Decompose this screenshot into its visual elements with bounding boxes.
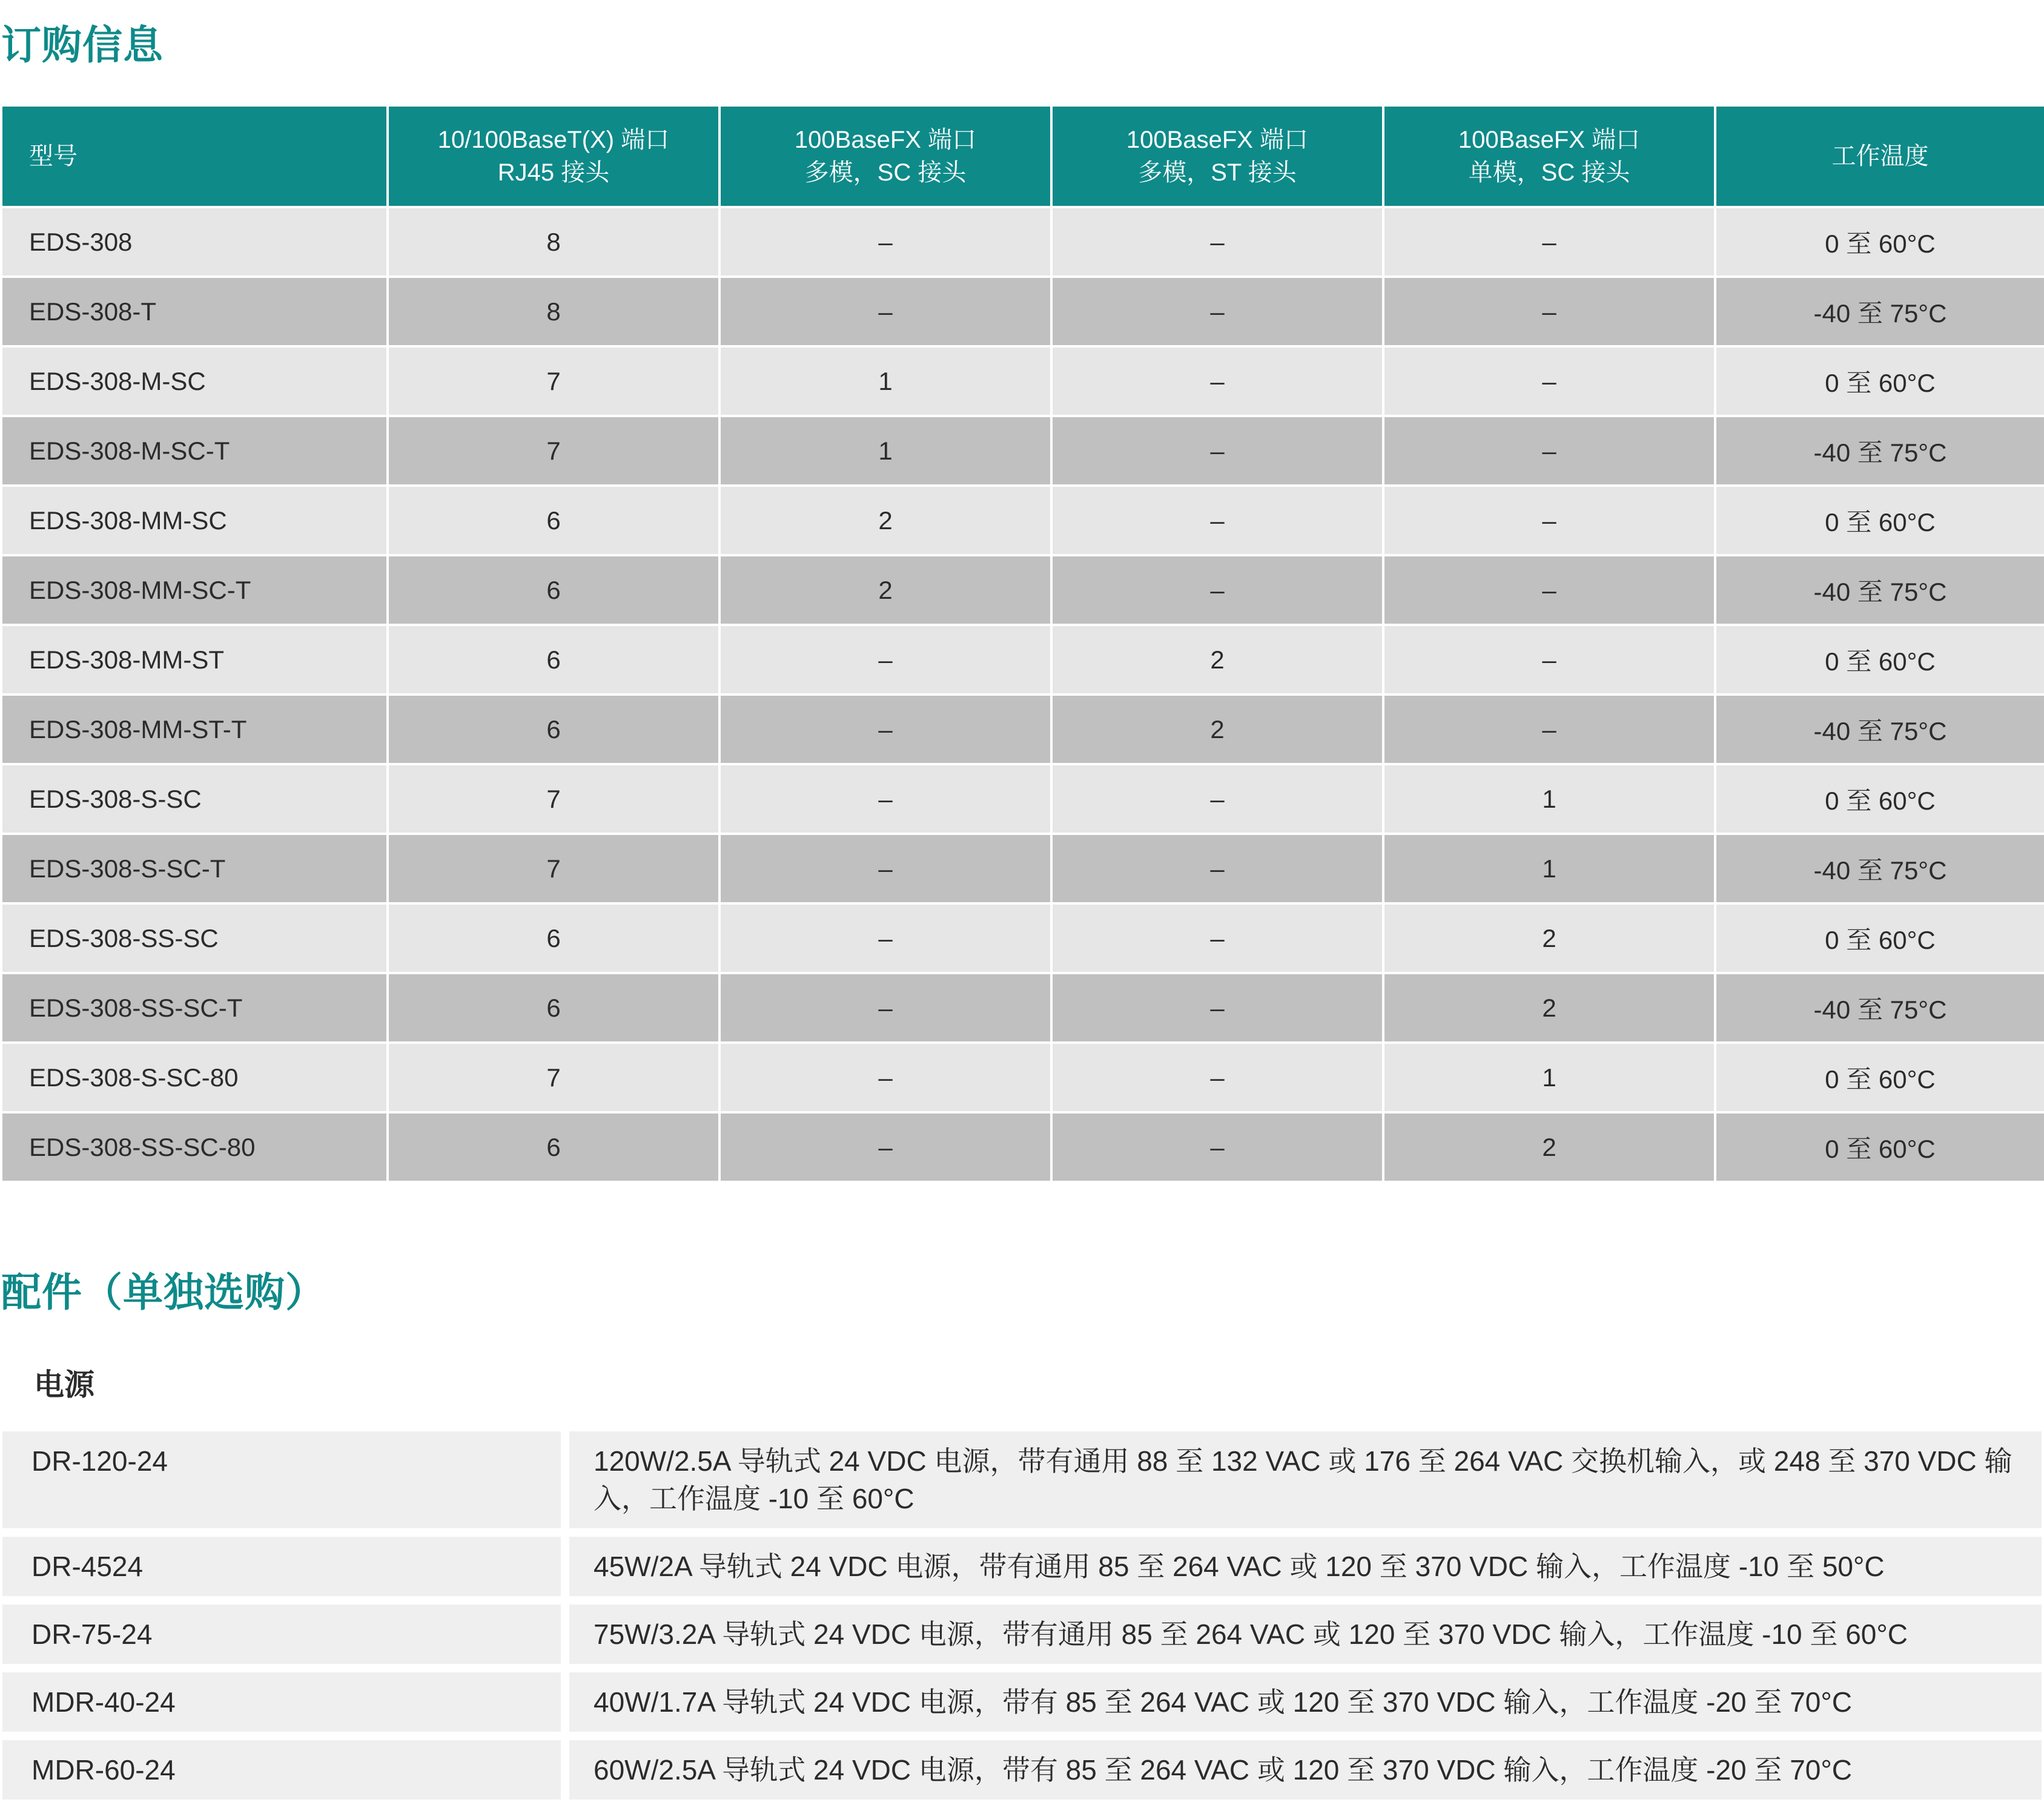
cell-operating-temp: 0 至 60°C	[1715, 486, 2044, 555]
cell-tx-ports: 6	[388, 1112, 719, 1182]
cell-fx-sm-sc: –	[1383, 555, 1715, 625]
accessory-model: DR-4524	[2, 1537, 569, 1596]
cell-fx-sm-sc: 1	[1383, 1043, 1715, 1112]
accessory-model: MDR-40-24	[2, 1672, 569, 1732]
header-model: 型号	[1, 105, 388, 207]
table-row	[1, 416, 2044, 486]
cell-fx-sm-sc: 1	[1383, 834, 1715, 903]
cell-tx-ports: 6	[388, 694, 719, 764]
table-row	[1, 1112, 2044, 1182]
cell-fx-mm-st: –	[1051, 834, 1383, 903]
cell-fx-mm-sc: –	[719, 834, 1051, 903]
cell-fx-mm-sc: –	[719, 1043, 1051, 1112]
cell-fx-mm-sc: –	[719, 277, 1051, 346]
cell-operating-temp: -40 至 75°C	[1715, 694, 2044, 764]
header-tx-ports: 10/100BaseT(X) 端口 RJ45 接头	[388, 105, 719, 207]
table-row	[1, 1043, 2044, 1112]
cell-operating-temp: -40 至 75°C	[1715, 416, 2044, 486]
cell-tx-ports: 7	[388, 416, 719, 486]
cell-fx-mm-st: –	[1051, 277, 1383, 346]
cell-fx-mm-st: –	[1051, 486, 1383, 555]
cell-tx-ports: 6	[388, 973, 719, 1043]
cell-operating-temp: 0 至 60°C	[1715, 625, 2044, 694]
cell-operating-temp: -40 至 75°C	[1715, 973, 2044, 1043]
table-row	[1, 625, 2044, 694]
ordering-table-header-row	[1, 105, 2044, 207]
cell-fx-mm-sc: –	[719, 764, 1051, 834]
cell-fx-mm-st: –	[1051, 1043, 1383, 1112]
cell-fx-sm-sc: 2	[1383, 903, 1715, 973]
cell-model: EDS-308-MM-SC	[1, 486, 388, 555]
cell-model: EDS-308-M-SC-T	[1, 416, 388, 486]
table-row	[1, 903, 2044, 973]
cell-model: EDS-308-T	[1, 277, 388, 346]
list-item	[2, 1672, 2042, 1732]
cell-fx-mm-st: –	[1051, 416, 1383, 486]
table-row	[1, 973, 2044, 1043]
cell-fx-mm-st: –	[1051, 973, 1383, 1043]
accessory-model: DR-120-24	[2, 1431, 569, 1528]
table-row	[1, 555, 2044, 625]
cell-operating-temp: 0 至 60°C	[1715, 1112, 2044, 1182]
cell-model: EDS-308-S-SC	[1, 764, 388, 834]
accessory-description: 40W/1.7A 导轨式 24 VDC 电源，带有 85 至 264 VAC 或 120 至 370 VDC 输入，工作温度 -20 至 70°C	[569, 1672, 2042, 1732]
cell-fx-mm-st: –	[1051, 555, 1383, 625]
cell-fx-mm-sc: 2	[719, 486, 1051, 555]
cell-fx-mm-st: –	[1051, 903, 1383, 973]
cell-tx-ports: 6	[388, 486, 719, 555]
cell-tx-ports: 7	[388, 834, 719, 903]
ordering-table	[0, 104, 2044, 1183]
header-operating-temp: 工作温度	[1715, 105, 2044, 207]
cell-tx-ports: 6	[388, 555, 719, 625]
cell-model: EDS-308-MM-ST	[1, 625, 388, 694]
cell-operating-temp: -40 至 75°C	[1715, 834, 2044, 903]
header-fx-mm-sc: 100BaseFX 端口 多模，SC 接头	[719, 105, 1051, 207]
cell-fx-sm-sc: 1	[1383, 764, 1715, 834]
cell-operating-temp: 0 至 60°C	[1715, 1043, 2044, 1112]
header-fx-sm-sc: 100BaseFX 端口 单模，SC 接头	[1383, 105, 1715, 207]
cell-operating-temp: -40 至 75°C	[1715, 555, 2044, 625]
cell-fx-mm-sc: 1	[719, 416, 1051, 486]
cell-fx-mm-sc: 1	[719, 346, 1051, 416]
cell-tx-ports: 6	[388, 903, 719, 973]
accessory-description: 45W/2A 导轨式 24 VDC 电源，带有通用 85 至 264 VAC 或 120 至 370 VDC 输入，工作温度 -10 至 50°C	[569, 1537, 2042, 1596]
cell-model: EDS-308	[1, 207, 388, 277]
cell-fx-mm-sc: –	[719, 625, 1051, 694]
cell-fx-mm-st: –	[1051, 207, 1383, 277]
cell-fx-mm-st: –	[1051, 346, 1383, 416]
accessory-description: 75W/3.2A 导轨式 24 VDC 电源，带有通用 85 至 264 VAC 或 120 至 370 VDC 输入，工作温度 -10 至 60°C	[569, 1605, 2042, 1664]
cell-fx-mm-st: 2	[1051, 694, 1383, 764]
cell-model: EDS-308-SS-SC	[1, 903, 388, 973]
table-row	[1, 486, 2044, 555]
table-row	[1, 346, 2044, 416]
table-row	[1, 277, 2044, 346]
accessory-model: DR-75-24	[2, 1605, 569, 1664]
cell-fx-mm-sc: –	[719, 973, 1051, 1043]
cell-fx-sm-sc: –	[1383, 694, 1715, 764]
cell-tx-ports: 7	[388, 764, 719, 834]
accessory-model: MDR-60-24	[2, 1740, 569, 1800]
cell-fx-mm-sc: –	[719, 1112, 1051, 1182]
cell-tx-ports: 8	[388, 277, 719, 346]
table-row	[1, 834, 2044, 903]
cell-fx-sm-sc: –	[1383, 416, 1715, 486]
cell-model: EDS-308-S-SC-T	[1, 834, 388, 903]
cell-tx-ports: 6	[388, 625, 719, 694]
cell-fx-sm-sc: 2	[1383, 1112, 1715, 1182]
power-supplies-heading: 电源	[34, 1367, 94, 1402]
list-item	[2, 1740, 2042, 1800]
cell-tx-ports: 7	[388, 1043, 719, 1112]
cell-fx-sm-sc: –	[1383, 277, 1715, 346]
cell-fx-mm-sc: –	[719, 694, 1051, 764]
cell-operating-temp: -40 至 75°C	[1715, 277, 2044, 346]
cell-fx-sm-sc: –	[1383, 486, 1715, 555]
header-fx-mm-st: 100BaseFX 端口 多模，ST 接头	[1051, 105, 1383, 207]
cell-operating-temp: 0 至 60°C	[1715, 903, 2044, 973]
cell-operating-temp: 0 至 60°C	[1715, 346, 2044, 416]
cell-operating-temp: 0 至 60°C	[1715, 764, 2044, 834]
cell-fx-mm-st: –	[1051, 1112, 1383, 1182]
list-item	[2, 1431, 2042, 1528]
cell-tx-ports: 7	[388, 346, 719, 416]
power-supplies-table	[2, 1423, 2042, 1808]
list-item	[2, 1537, 2042, 1596]
accessory-description: 60W/2.5A 导轨式 24 VDC 电源，带有 85 至 264 VAC 或 120 至 370 VDC 输入，工作温度 -20 至 70°C	[569, 1740, 2042, 1800]
cell-fx-mm-sc: 2	[719, 555, 1051, 625]
cell-fx-mm-sc: –	[719, 903, 1051, 973]
cell-fx-mm-st: –	[1051, 764, 1383, 834]
table-row	[1, 694, 2044, 764]
cell-tx-ports: 8	[388, 207, 719, 277]
cell-fx-mm-st: 2	[1051, 625, 1383, 694]
ordering-info-title: 订购信息	[1, 22, 164, 68]
cell-fx-sm-sc: 2	[1383, 973, 1715, 1043]
accessories-title: 配件（单独选购）	[1, 1269, 326, 1316]
accessory-description: 120W/2.5A 导轨式 24 VDC 电源，带有通用 88 至 132 VAC 或 176 至 264 VAC 交换机输入，或 248 至 370 VDC 输入，工作温度 -10 至 60°C	[569, 1431, 2042, 1528]
list-item	[2, 1605, 2042, 1664]
cell-model: EDS-308-M-SC	[1, 346, 388, 416]
table-row	[1, 207, 2044, 277]
cell-fx-sm-sc: –	[1383, 625, 1715, 694]
cell-model: EDS-308-S-SC-80	[1, 1043, 388, 1112]
cell-model: EDS-308-SS-SC-80	[1, 1112, 388, 1182]
cell-model: EDS-308-MM-SC-T	[1, 555, 388, 625]
cell-fx-sm-sc: –	[1383, 207, 1715, 277]
table-row	[1, 764, 2044, 834]
cell-model: EDS-308-MM-ST-T	[1, 694, 388, 764]
cell-fx-mm-sc: –	[719, 207, 1051, 277]
cell-fx-sm-sc: –	[1383, 346, 1715, 416]
cell-model: EDS-308-SS-SC-T	[1, 973, 388, 1043]
cell-operating-temp: 0 至 60°C	[1715, 207, 2044, 277]
